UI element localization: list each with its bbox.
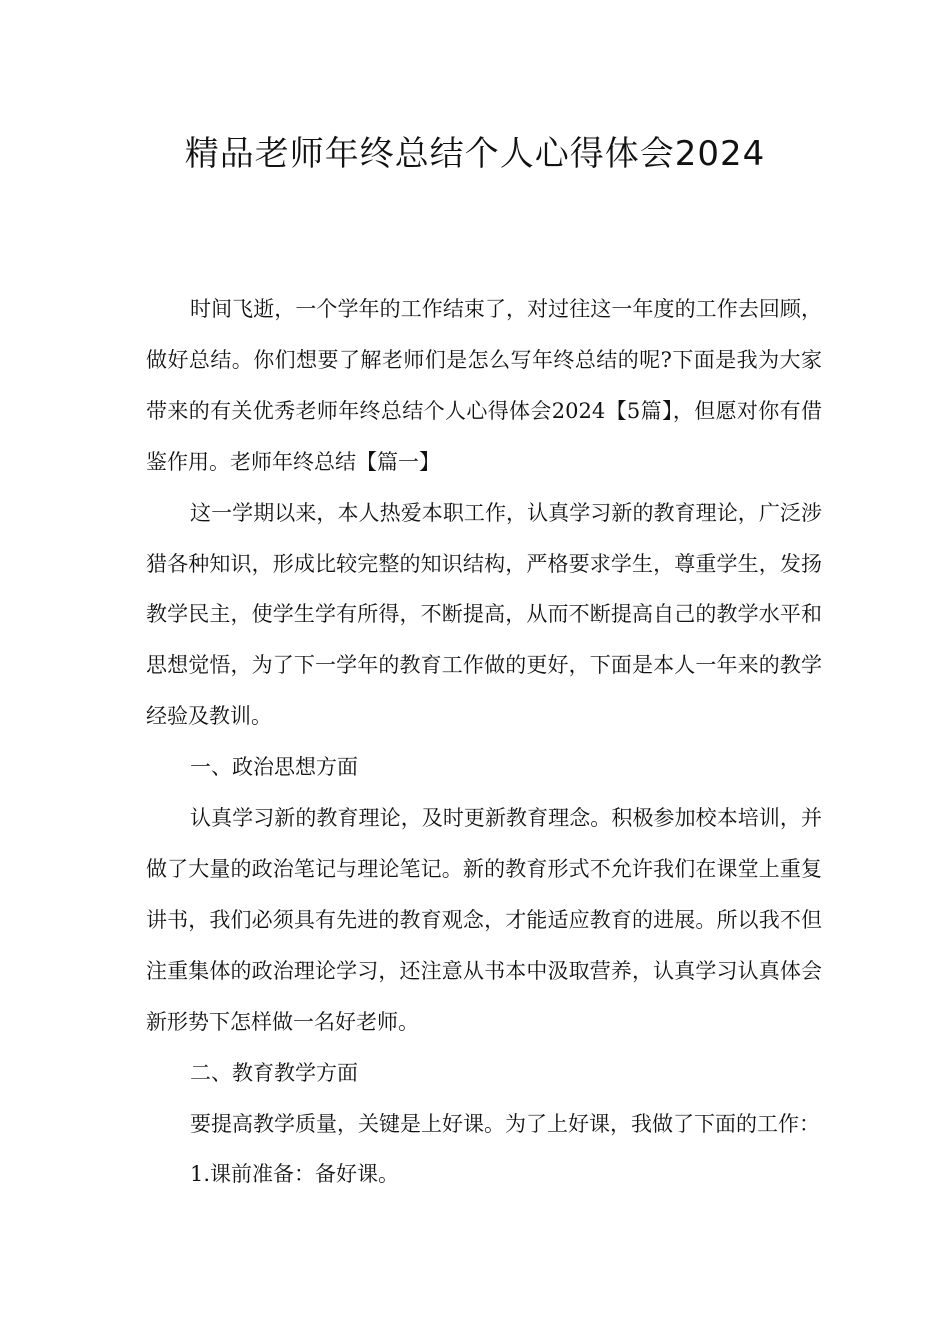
section-heading-teaching: 二、教育教学方面 bbox=[190, 1060, 358, 1085]
list-item-preparation: 1.课前准备：备好课。 bbox=[190, 1162, 400, 1187]
paragraph-teaching: 要提高教学质量，关键是上好课。为了上好课，我做了下面的工作： bbox=[190, 1111, 820, 1136]
section-heading-political: 一、政治思想方面 bbox=[190, 755, 358, 780]
paragraph-intro: 时间飞逝，一个学年的工作结束了，对过往这一年度的工作去回顾，做好总结。你们想要了解老师们是怎么写年终总结的呢?下面是我为大家带来的有关优秀老师年终总结个人心得体会2024【5篇】，但愿对你有借鉴作用。老师年终总结【篇一】 bbox=[146, 297, 822, 474]
paragraph-political: 认真学习新的教育理论，及时更新教育理念。积极参加校本培训，并做了大量的政治笔记与理论笔记。新的教育形式不允许我们在课堂上重复讲书，我们必须具有先进的教育观念，才能适应教育的进展。所以我不但注重集体的政治理论学习，还注意从书本中汲取营养，认真学习认真体会新形势下怎样做一名好老师。 bbox=[146, 806, 822, 1034]
paragraph-overview: 这一学期以来，本人热爱本职工作，认真学习新的教育理论，广泛涉猎各种知识，形成比较完整的知识结构，严格要求学生，尊重学生，发扬教学民主，使学生学有所得，不断提高，从而不断提高自己的教学水平和思想觉悟，为了下一学年的教育工作做的更好，下面是本人一年来的教学经验及教训。 bbox=[146, 500, 822, 729]
document-title: 精品老师年终总结个人心得体会2024 bbox=[184, 134, 766, 174]
document-body bbox=[146, 284, 822, 1200]
